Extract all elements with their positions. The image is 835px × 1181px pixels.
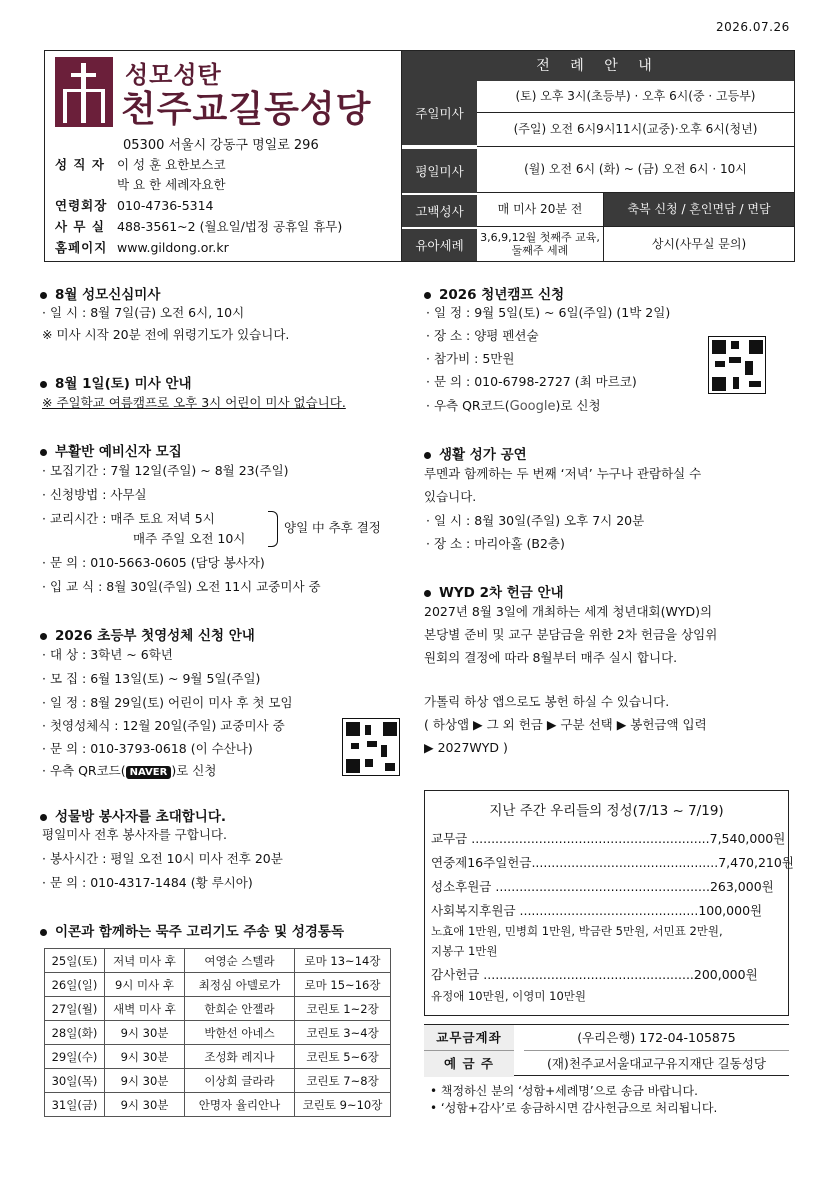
time-cell: 9시 30분	[105, 1045, 185, 1069]
text-line: 2027년 8월 3일에 개최하는 세계 청년대회(WYD)의	[424, 604, 713, 619]
text-part: · 우측 QR코드(	[42, 763, 126, 778]
church-name: 천주교길동성당	[121, 89, 372, 130]
account-info	[424, 1024, 789, 1076]
brace	[268, 511, 278, 547]
priest-row	[55, 155, 226, 173]
leader-cell: 안명자 율리안나	[185, 1093, 295, 1117]
section-wyd	[424, 581, 564, 601]
section-concert	[424, 443, 527, 463]
account-note: • ‘성함+감사’로 송금하시면 감사헌금으로 처리됩니다.	[430, 1101, 718, 1115]
sunday-mass-1: (토) 오후 3시(초등부) · 오후 6시(중 · 고등부)	[477, 81, 794, 113]
offering-key: 성소후원금	[431, 879, 492, 894]
offering-key: 사회복지후원금	[431, 903, 516, 918]
priest-1: 이 성 훈 요한보스코	[117, 157, 226, 172]
reading-cell: 코린토 3~4장	[295, 1021, 391, 1045]
offering-box	[424, 790, 794, 1016]
google-logo: Google	[509, 399, 556, 414]
text-part: · 우측 QR코드(	[426, 398, 510, 413]
naver-logo: NAVER	[126, 766, 172, 779]
offering-value: 7,470,210원	[718, 855, 794, 870]
schedule-title: 전 례 안 내	[402, 51, 794, 81]
offering-row	[431, 901, 762, 919]
date-cell: 25일(토)	[45, 949, 105, 973]
text-line: · 일 정 : 9월 5일(토) ~ 6일(주일) (1박 2일)	[426, 305, 671, 320]
council-row	[55, 196, 214, 214]
weekday-mass: (월) 오전 6시 (화) ~ (금) 오전 6시 · 10시	[477, 147, 794, 193]
section-title: 8월 성모신심미사	[55, 287, 161, 303]
bulletin-date: 2026.07.26	[716, 20, 790, 34]
offering-value: 200,000원	[693, 967, 758, 982]
text-line: 루멘과 함께하는 두 번째 ‘저녁’ 누구나 관람하실 수	[424, 466, 702, 481]
date-cell: 28일(화)	[45, 1021, 105, 1045]
priest-label: 성 직 자	[55, 157, 105, 172]
offering-key: 교무금	[431, 831, 468, 846]
leader-cell: 한희순 안젤라	[185, 997, 295, 1021]
account-number: (우리은행) 172-04-105875	[524, 1025, 789, 1051]
table-row	[45, 1069, 391, 1093]
leader-dots: ...............................................	[531, 855, 719, 870]
account-label: 교무금계좌	[424, 1025, 514, 1051]
text-line: · 일 시 : 8월 30일(주일) 오후 7시 20분	[426, 513, 645, 528]
offering-row	[431, 965, 758, 983]
text-line: 평일미사 전후 봉사자를 구합니다.	[42, 827, 227, 842]
leader-dots: ......................................................	[495, 879, 710, 894]
section-shop-volunteer	[40, 805, 226, 825]
offering-key: 연중제16주일헌금	[431, 855, 532, 870]
time-cell: 새벽 미사 후	[105, 997, 185, 1021]
reading-cell: 코린토 1~2장	[295, 997, 391, 1021]
account-note: • 책정하신 분의 ‘성함+세례명’으로 송금 바랍니다.	[430, 1084, 698, 1098]
qr-code-google[interactable]	[708, 336, 766, 394]
table-row	[45, 973, 391, 997]
table-row	[45, 997, 391, 1021]
sunday-label: 주일미사	[402, 81, 477, 145]
text-line: · 모 집 : 6월 13일(토) ~ 9월 5일(주일)	[42, 671, 261, 686]
text-line: 본당별 준비 및 교구 분담금을 위한 2차 헌금을 상임위	[424, 627, 718, 642]
text-line: · 일 시 : 8월 7일(금) 오전 6시, 10시	[42, 305, 245, 320]
rosary-table	[44, 948, 391, 1117]
offering-detail: 노효애 1만원, 민병희 1만원, 박금란 5만원, 서민표 2만원,	[431, 924, 723, 938]
text-line: 있습니다.	[424, 489, 477, 504]
offering-value: 263,000원	[709, 879, 774, 894]
section-marian-mass	[40, 283, 160, 303]
leader-cell: 박한선 아네스	[185, 1021, 295, 1045]
sunday-mass-2: (주일) 오전 6시9시11시(교중)·오후 6시(청년)	[477, 113, 794, 147]
date-cell: 31일(금)	[45, 1093, 105, 1117]
time-cell: 9시 미사 후	[105, 973, 185, 997]
text-part: )로 신청	[555, 398, 601, 413]
header	[44, 50, 795, 262]
reading-cell: 코린토 9~10장	[295, 1093, 391, 1117]
section-title: 이콘과 함께하는 묵주 고리기도 주송 및 성경통독	[55, 924, 345, 940]
homepage-link[interactable]: www.gildong.or.kr	[117, 240, 229, 255]
text-line	[42, 763, 216, 779]
council-label: 연령회장	[55, 198, 108, 213]
leader-cell: 조성화 레지나	[185, 1045, 295, 1069]
text-line: · 첫영성체식 : 12월 20일(주일) 교중미사 중	[42, 718, 285, 733]
text-line: · 문 의 : 010-3793-0618 (이 수산나)	[42, 741, 253, 756]
time-cell: 9시 30분	[105, 1093, 185, 1117]
text-line: 가톨릭 하상 앱으로도 봉헌 하실 수 있습니다.	[424, 694, 670, 709]
text-line: · 봉사시간 : 평일 오전 10시 미사 전후 20분	[42, 851, 283, 866]
section-youth-camp	[424, 283, 564, 303]
offering-detail: 지봉구 1만원	[431, 944, 498, 958]
reading-cell: 로마 13~14장	[295, 949, 391, 973]
leader-cell: 최정심 아델로가	[185, 973, 295, 997]
council-phone: 010-4736-5314	[117, 198, 214, 213]
time-cell: 9시 30분	[105, 1069, 185, 1093]
date-cell: 26일(일)	[45, 973, 105, 997]
table-row	[45, 949, 391, 973]
reading-cell: 로마 15~16장	[295, 973, 391, 997]
anytime-note: 상시(사무실 문의)	[651, 236, 747, 251]
reading-cell: 코린토 7~8장	[295, 1069, 391, 1093]
section-first-communion	[40, 624, 255, 644]
text-line	[426, 398, 601, 415]
account-holder: (재)천주교서울대교구유지재단 길동성당	[546, 1056, 766, 1071]
table-row	[45, 1021, 391, 1045]
text-line: 매주 주일 오전 10시	[133, 531, 246, 546]
text-line: 양일 中 추후 결정	[284, 520, 381, 535]
text-line: · 문 의 : 010-4317-1484 (황 루시아)	[42, 875, 253, 890]
church-address: 05300 서울시 강동구 명일로 296	[123, 138, 319, 153]
holder-label: 예 금 주	[424, 1051, 514, 1077]
date-cell: 27일(월)	[45, 997, 105, 1021]
section-rosary	[40, 920, 344, 940]
text-part: )로 신청	[171, 763, 217, 778]
leader-dots: .............................................	[519, 903, 699, 918]
time-cell: 9시 30분	[105, 1021, 185, 1045]
weekday-label: 평일미사	[402, 147, 477, 193]
date-cell: 29일(수)	[45, 1045, 105, 1069]
office-row	[55, 217, 342, 235]
blessing-label: 축복 신청 / 혼인면담 / 면담	[604, 193, 794, 227]
reading-cell: 코린토 5~6장	[295, 1045, 391, 1069]
priest-2: 박 요 한 세례자요한	[117, 177, 226, 192]
text-line: ※ 미사 시작 20분 전에 위령기도가 있습니다.	[42, 327, 290, 342]
section-title: 성물방 봉사자를 초대합니다.	[55, 809, 227, 825]
confession-label: 고백성사	[402, 193, 477, 227]
section-title: 부활반 예비신자 모집	[55, 444, 182, 460]
infant-label: 유아세례	[402, 227, 477, 261]
church-logo	[55, 57, 113, 127]
text-line: ( 하상앱 ▶ 그 외 헌금 ▶ 구분 선택 ▶ 봉헌금액 입력	[424, 717, 707, 732]
section-title: 8월 1일(토) 미사 안내	[55, 376, 192, 392]
offering-row	[431, 877, 774, 895]
qr-code-naver[interactable]	[342, 718, 400, 776]
text-line: 원회의 결정에 따라 8월부터 매주 실시 합니다.	[424, 650, 678, 665]
offering-row	[431, 829, 785, 847]
text-line: · 문 의 : 010-6798-2727 (최 마르코)	[426, 374, 637, 389]
text-line: · 신청방법 : 사무실	[42, 487, 147, 502]
date-cell: 30일(목)	[45, 1069, 105, 1093]
infant-baptism: 3,6,9,12월 첫째주 교육, 둘째주 세례	[477, 227, 604, 261]
offering-row	[431, 853, 794, 871]
table-row	[45, 1093, 391, 1117]
time-cell: 저녁 미사 후	[105, 949, 185, 973]
text-line: ▶ 2027WYD )	[424, 740, 508, 755]
church-subtitle: 성모성탄	[125, 61, 222, 89]
leader-dots: ............................................................	[471, 831, 710, 846]
schedule-panel	[402, 51, 794, 261]
section-title: 2026 초등부 첫영성체 신청 안내	[55, 628, 255, 644]
web-row	[55, 238, 229, 256]
section-catechumen	[40, 440, 182, 460]
text-line: · 장 소 : 양평 펜션술	[426, 328, 539, 343]
leader-cell: 이상희 글라라	[185, 1069, 295, 1093]
section-title: 2026 청년캠프 신청	[439, 287, 565, 303]
text-line: · 대 상 : 3학년 ~ 6학년	[42, 647, 173, 662]
church-info	[45, 51, 402, 261]
text-line: · 참가비 : 5만원	[426, 351, 515, 366]
text-line: · 장 소 : 마리아홀 (B2층)	[426, 536, 565, 551]
text-line: · 문 의 : 010-5663-0605 (담당 봉사자)	[42, 555, 265, 570]
leader-cell: 여영순 스텔라	[185, 949, 295, 973]
text-line: ※ 주일학교 여름캠프로 오후 3시 어린이 미사 없습니다.	[42, 395, 346, 410]
office-phone: 488-3561~2 (월요일/법정 공휴일 휴무)	[117, 219, 343, 234]
leader-dots: .....................................................	[483, 967, 694, 982]
offering-value: 100,000원	[698, 903, 763, 918]
text-line: · 모집기간 : 7월 12일(주일) ~ 8월 23(주일)	[42, 463, 289, 478]
text-line: · 입 교 식 : 8월 30일(주일) 오전 11시 교중미사 중	[42, 579, 321, 594]
section-title: 생활 성가 공연	[439, 447, 527, 463]
text-line: · 교리시간 : 매주 토요 저녁 5시	[42, 511, 215, 526]
office-label: 사 무 실	[55, 219, 105, 234]
offering-value: 7,540,000원	[709, 831, 786, 846]
offering-detail: 유정애 10만원, 이영미 10만원	[431, 989, 586, 1003]
section-aug1-mass	[40, 372, 192, 392]
section-title: WYD 2차 헌금 안내	[439, 585, 564, 601]
confession-time: 매 미사 20분 전	[477, 193, 604, 227]
text-line: · 일 정 : 8월 29일(토) 어린이 미사 후 첫 모임	[42, 695, 293, 710]
table-row	[45, 1045, 391, 1069]
offering-title: 지난 주간 우리들의 정성(7/13 ~ 7/19)	[489, 803, 724, 819]
web-label: 홈페이지	[55, 240, 108, 255]
offering-key: 감사헌금	[431, 967, 480, 982]
